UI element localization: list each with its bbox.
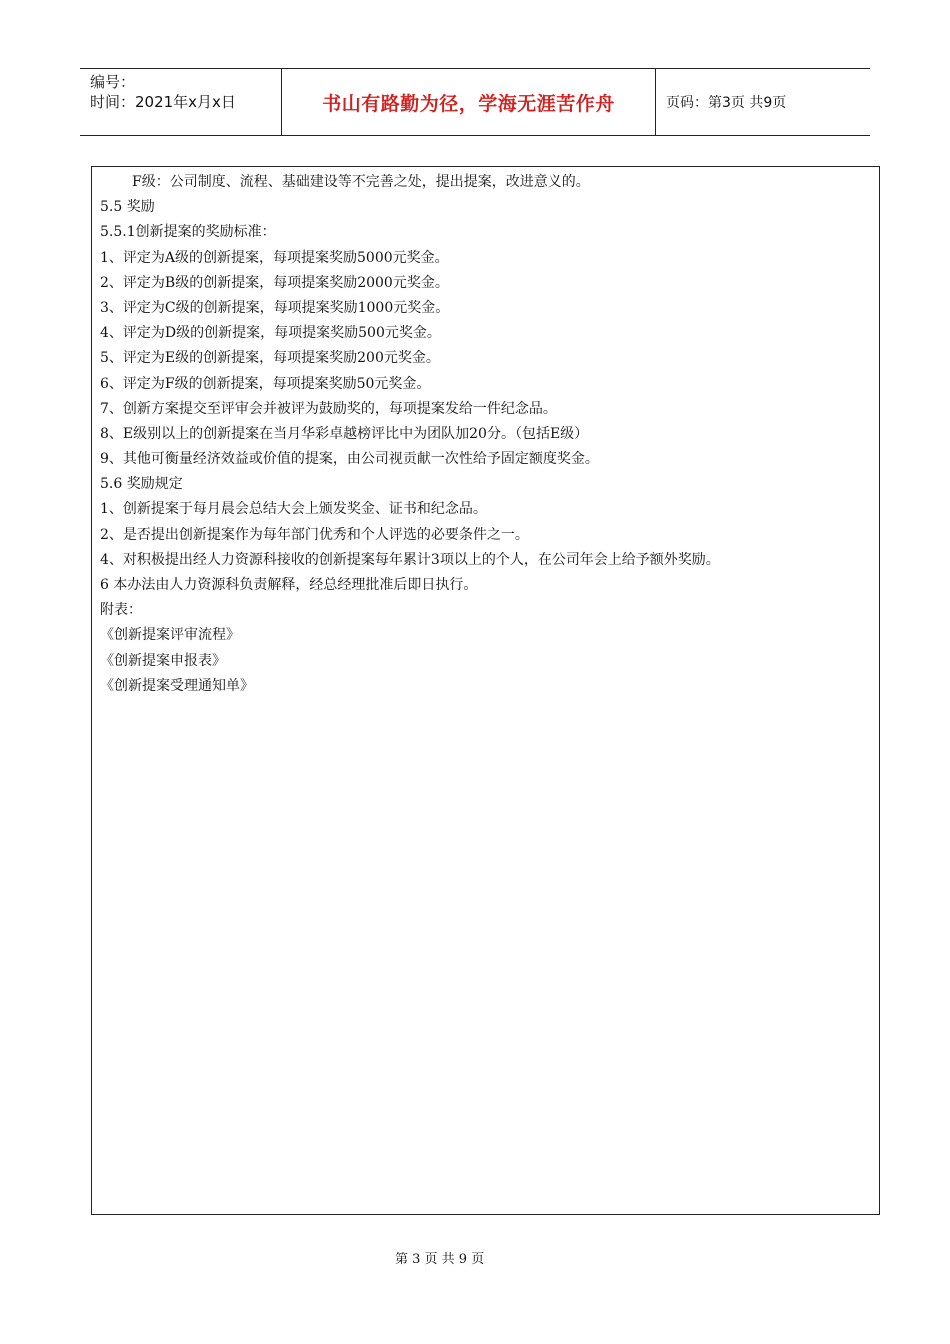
header-meta [80, 69, 282, 135]
list-item: 8、E级别以上的创新提案在当月华彩卓越榜评比中为团队加20分。（包括E级） [100, 425, 589, 442]
page-footer [0, 1248, 950, 1267]
section-heading: 5.6 奖励规定 [100, 476, 183, 493]
document-date: 时间：2021年x月x日 [90, 93, 236, 111]
appendix-label: 附表： [100, 602, 142, 619]
list-item: 1、评定为A级的创新提案，每项提案奖励5000元奖金。 [100, 249, 449, 266]
list-item: 4、评定为D级的创新提案，每项提案奖励500元奖金。 [100, 325, 441, 342]
list-item: 4、对积极提出经人力资源科接收的创新提案每年累计3项以上的个人，在公司年会上给予额外奖励。 [100, 551, 720, 568]
list-item: 3、评定为C级的创新提案，每项提案奖励1000元奖金。 [100, 299, 450, 316]
header-motto-cell [282, 69, 656, 135]
document-number-label: 编号： [90, 73, 136, 91]
header-page-cell [656, 69, 870, 135]
document-body [100, 170, 870, 699]
section-heading: 5.5 奖励 [100, 199, 155, 216]
subsection-heading: 5.5.1创新提案的奖励标准： [100, 224, 276, 241]
body-line: 6 本办法由人力资源科负责解释，经总经理批准后即日执行。 [100, 577, 478, 593]
list-item: 2、评定为B级的创新提案，每项提案奖励2000元奖金。 [100, 274, 449, 291]
header-motto: 书山有路勤为径，学海无涯苦作舟 [322, 92, 615, 115]
body-line: F级：公司制度、流程、基础建设等不完善之处，提出提案，改进意义的。 [132, 174, 590, 190]
list-item: 2、是否提出创新提案作为每年部门优秀和个人评选的必要条件之一。 [100, 526, 529, 543]
header-page-number: 页码：第3页 共9页 [666, 95, 787, 111]
list-item: 6、评定为F级的创新提案，每项提案奖励50元奖金。 [100, 375, 431, 392]
appendix-item: 《创新提案受理通知单》 [100, 677, 254, 694]
appendix-item: 《创新提案申报表》 [100, 652, 226, 669]
list-item: 9、其他可衡量经济效益或价值的提案，由公司视贡献一次性给予固定额度奖金。 [100, 451, 599, 468]
document-header [80, 68, 870, 136]
list-item: 7、创新方案提交至评审会并被评为鼓励奖的，每项提案发给一件纪念品。 [100, 400, 557, 417]
list-item: 1、创新提案于每月晨会总结大会上颁发奖金、证书和纪念品。 [100, 501, 487, 518]
appendix-item: 《创新提案评审流程》 [100, 627, 240, 644]
footer-page-number: 第 3 页 共 9 页 [395, 1252, 485, 1267]
list-item: 5、评定为E级的创新提案，每项提案奖励200元奖金。 [100, 350, 440, 367]
